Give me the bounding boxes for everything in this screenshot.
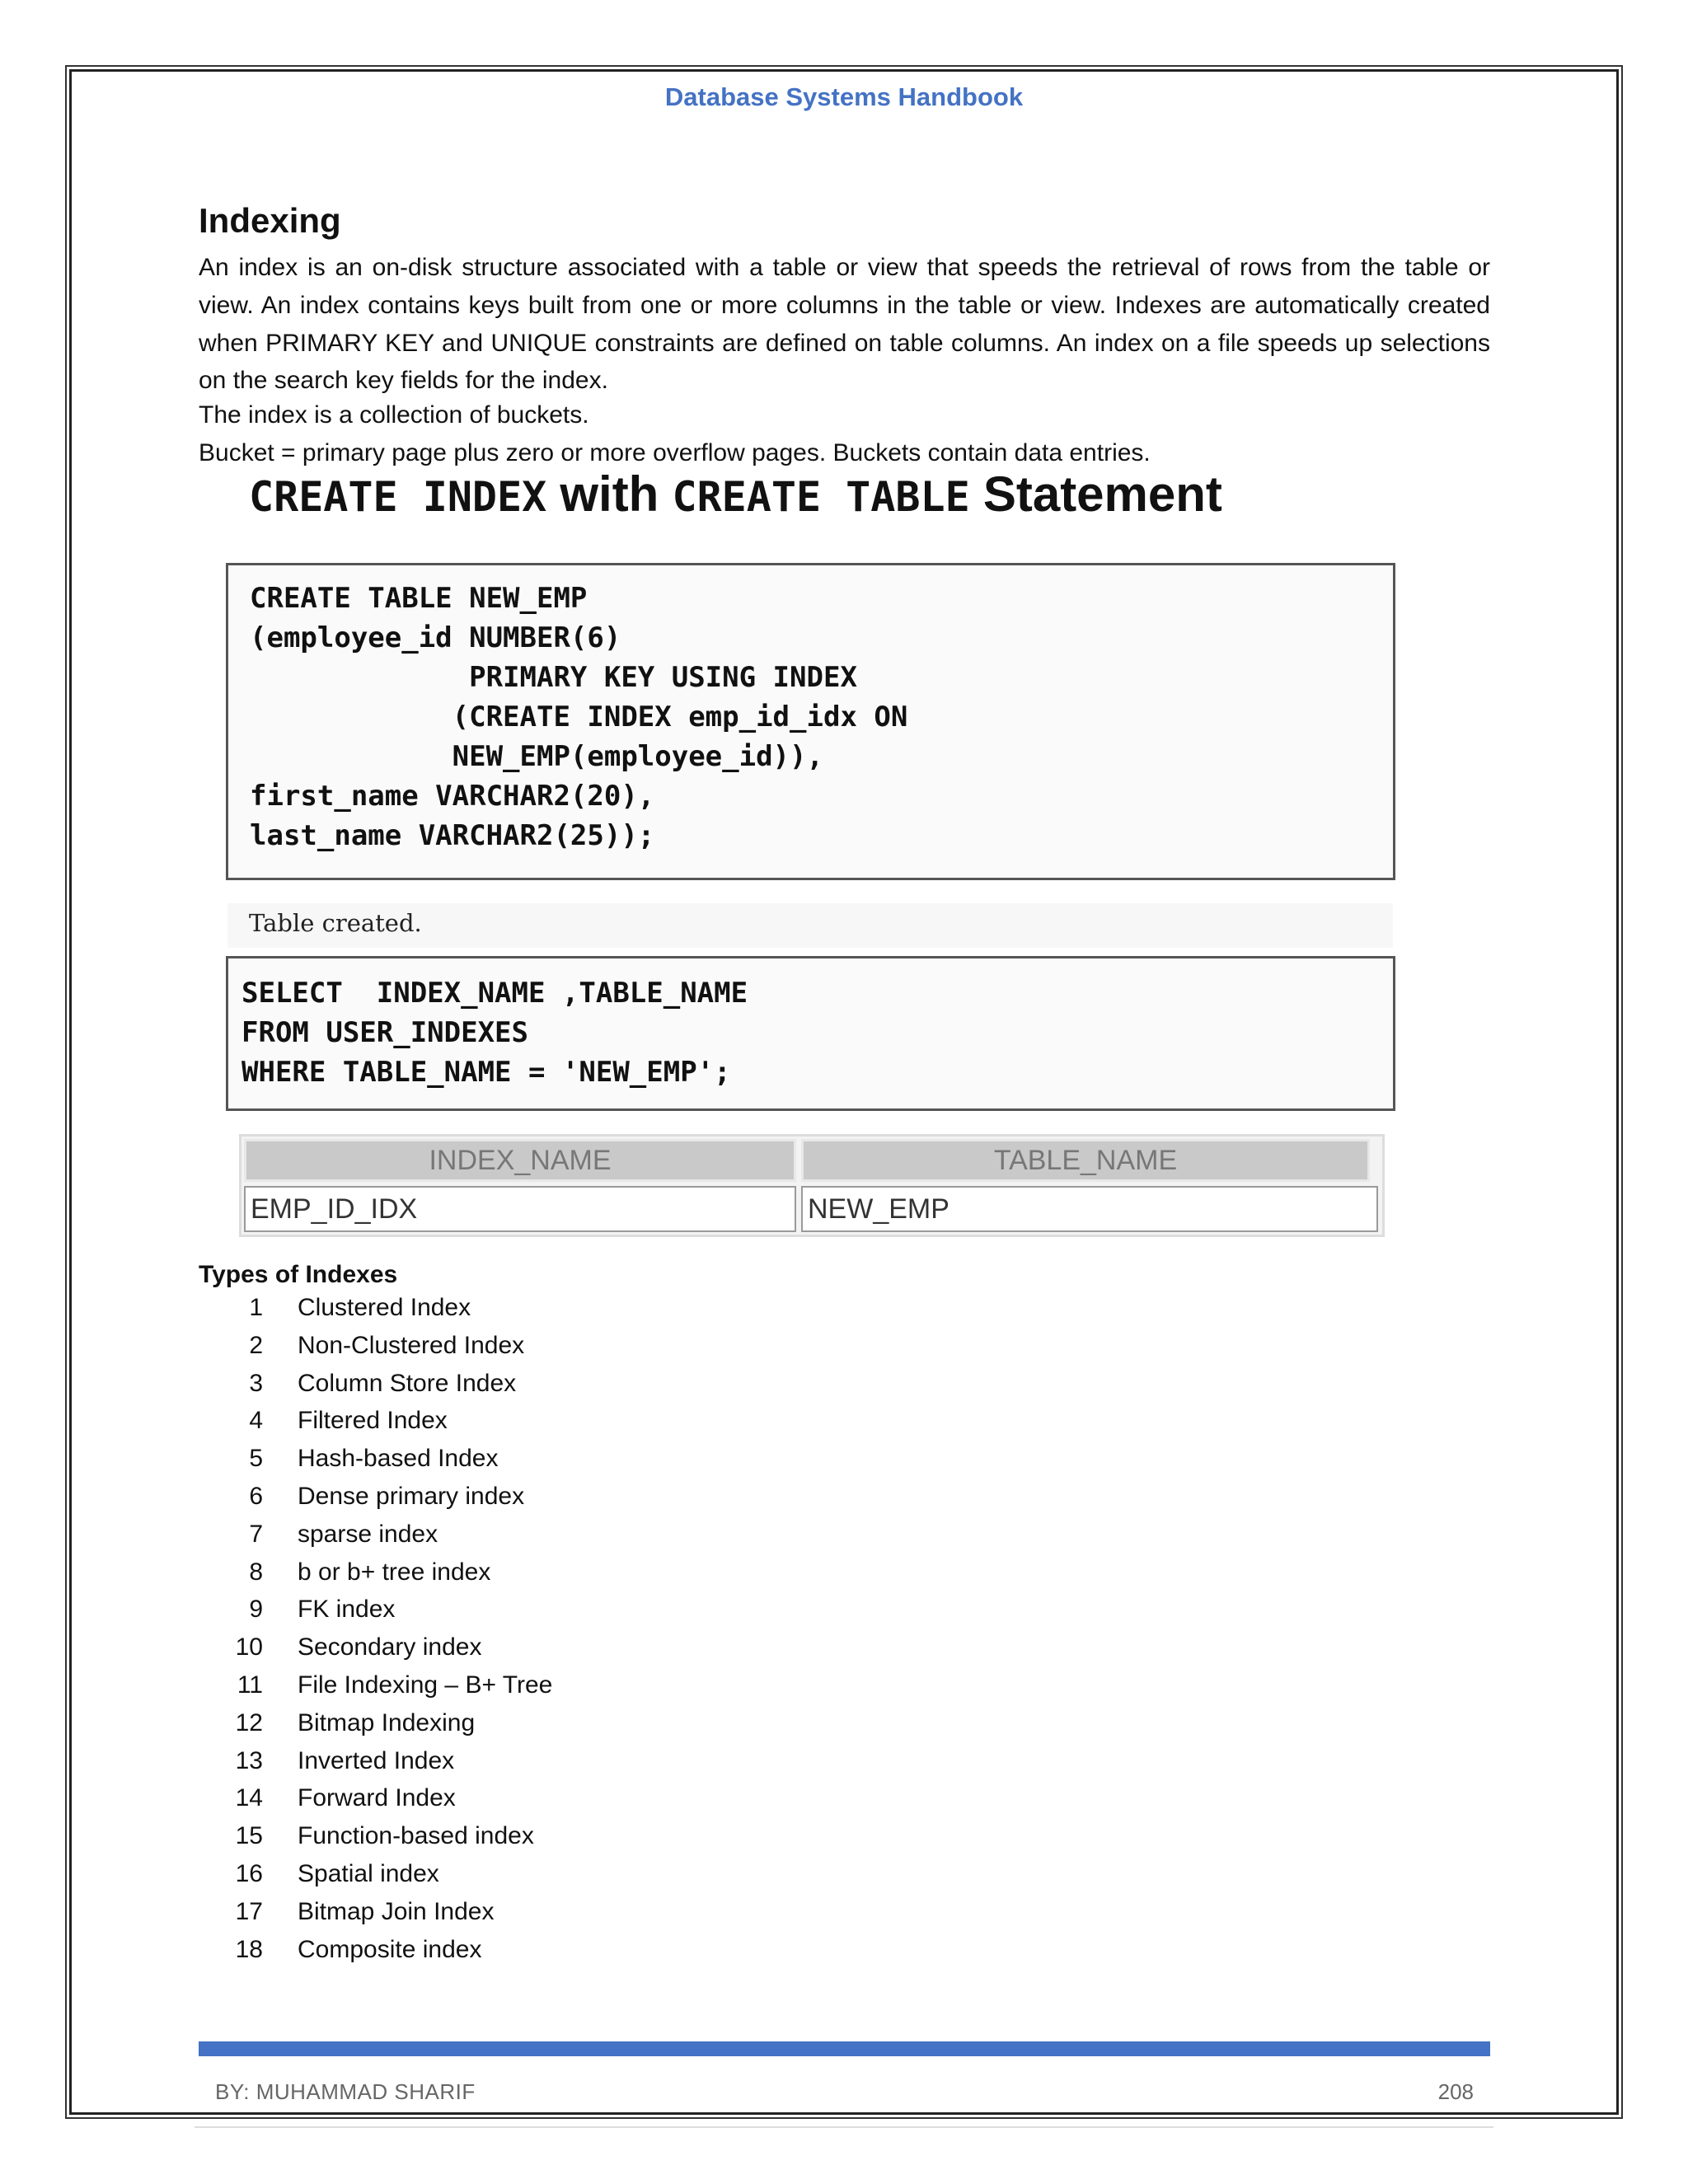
- create-table-code-box: [226, 563, 1395, 880]
- running-header: Database Systems Handbook: [664, 82, 1024, 111]
- code-line: last_name VARCHAR2(25));: [250, 819, 655, 852]
- list-item-label: Clustered Index: [298, 1294, 471, 1321]
- list-item-number: 8: [249, 1558, 263, 1586]
- code-line: FROM USER_INDEXES: [241, 1016, 528, 1049]
- query-result-table: [239, 1134, 1385, 1237]
- footer-accent-bar: [199, 2041, 1490, 2056]
- list-item-label: Forward Index: [298, 1784, 456, 1812]
- list-item-number: 12: [235, 1708, 263, 1736]
- list-item-number: 1: [249, 1294, 263, 1321]
- list-item-number: 18: [235, 1935, 263, 1963]
- code-line: NEW_EMP(employee_id)),: [250, 740, 823, 773]
- list-item-label: Dense primary index: [298, 1482, 525, 1510]
- code-line: (employee_id NUMBER(6): [250, 621, 621, 654]
- list-item-number: 11: [237, 1671, 263, 1699]
- list-item-label: Hash-based Index: [298, 1445, 499, 1473]
- bucket-definition: Bucket = primary page plus zero or more overflow pages. Buckets contain data entries.: [199, 439, 1151, 466]
- list-item-number: 2: [249, 1331, 263, 1359]
- figure-title-part: with: [560, 466, 659, 522]
- list-item-label: Non-Clustered Index: [298, 1331, 525, 1359]
- code-line: WHERE TABLE_NAME = 'NEW_EMP';: [241, 1056, 731, 1089]
- figure-title-part: Statement: [982, 466, 1222, 522]
- list-item-label: Function-based index: [298, 1822, 534, 1850]
- list-item-number: 5: [249, 1445, 263, 1473]
- page-number: 208: [1437, 2079, 1474, 2104]
- list-item-number: 14: [235, 1784, 263, 1812]
- list-item-label: b or b+ tree index: [298, 1558, 491, 1586]
- list-item-label: Bitmap Join Index: [298, 1897, 495, 1925]
- list-item-number: 15: [235, 1822, 263, 1850]
- list-item-label: Bitmap Indexing: [298, 1708, 476, 1736]
- figure-title-part: CREATE INDEX: [249, 473, 547, 521]
- list-item-label: Inverted Index: [298, 1746, 455, 1774]
- list-item-number: 10: [235, 1633, 263, 1661]
- intro-paragraph: An index is an on-disk structure associated with a table or view that speeds the retrieval of rows from the table or view. An index contains keys built from one or more columns in the table or view. Indexes are automatically created when PRIMARY KEY and UNIQUE constraints are defined on table columns. An index on a file speeds up selections on the search key fields for the index.: [199, 254, 1490, 395]
- list-item-number: 6: [249, 1482, 263, 1510]
- buckets-sentence: The index is a collection of buckets.: [199, 401, 589, 429]
- list-item-label: Column Store Index: [298, 1369, 517, 1397]
- list-item-number: 4: [249, 1407, 263, 1435]
- list-item-label: Secondary index: [298, 1633, 482, 1661]
- list-item-label: Composite index: [298, 1935, 482, 1963]
- types-heading: Types of Indexes: [199, 1261, 398, 1288]
- section-title: Indexing: [199, 201, 341, 240]
- code-line: (CREATE INDEX emp_id_idx ON: [250, 701, 908, 733]
- list-item-label: Filtered Index: [298, 1407, 448, 1435]
- result-header-table-name: TABLE_NAME: [801, 1139, 1370, 1182]
- list-item-number: 17: [235, 1897, 263, 1925]
- select-code-box: [226, 956, 1395, 1111]
- list-item-number: 16: [235, 1859, 263, 1887]
- table-created-message: Table created.: [249, 909, 422, 937]
- list-item-label: FK index: [298, 1596, 396, 1624]
- footer-author: BY: MUHAMMAD SHARIF: [215, 2079, 476, 2104]
- result-header-index-name: INDEX_NAME: [244, 1139, 796, 1182]
- list-item-label: sparse index: [298, 1520, 438, 1548]
- list-item-number: 3: [249, 1369, 263, 1397]
- figure-title: [249, 466, 1222, 523]
- list-item-label: Spatial index: [298, 1859, 439, 1887]
- code-line: first_name VARCHAR2(20),: [250, 780, 655, 813]
- list-item-number: 7: [249, 1520, 263, 1548]
- list-item-number: 13: [235, 1746, 263, 1774]
- code-line: CREATE TABLE NEW_EMP: [250, 582, 588, 615]
- list-item-number: 9: [249, 1596, 263, 1624]
- code-line: SELECT INDEX_NAME ,TABLE_NAME: [241, 977, 748, 1010]
- result-cell-index-name: EMP_ID_IDX: [244, 1186, 796, 1232]
- footer-rule: [195, 2126, 1493, 2128]
- code-line: PRIMARY KEY USING INDEX: [250, 661, 857, 694]
- figure-title-part: CREATE TABLE: [672, 473, 970, 521]
- result-cell-table-name: NEW_EMP: [801, 1186, 1378, 1232]
- list-item-label: File Indexing – B+ Tree: [298, 1671, 553, 1699]
